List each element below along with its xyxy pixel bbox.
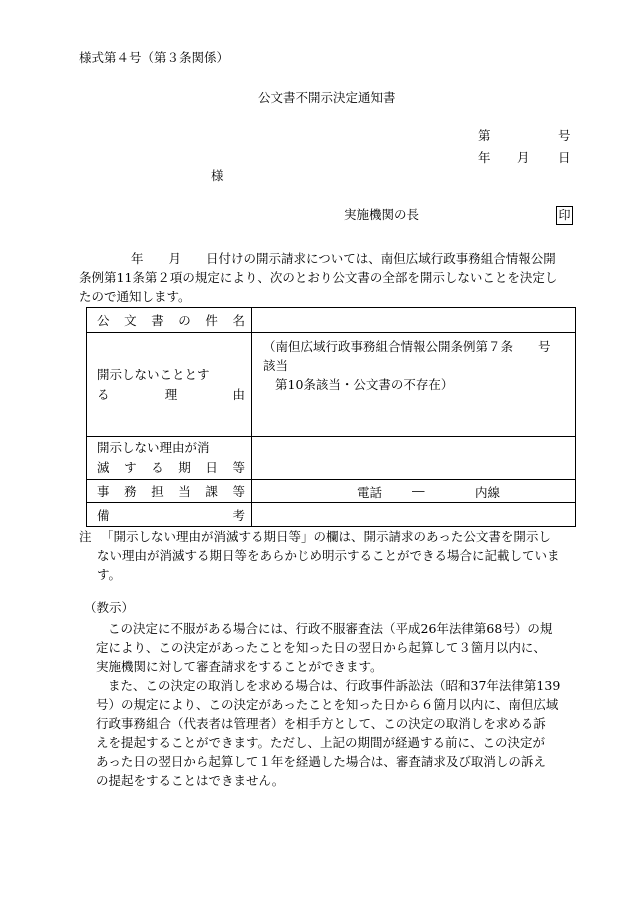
remarks-label	[87, 503, 252, 527]
expiry-label-line1: 開示しない理由が消	[97, 440, 210, 455]
subject-value	[252, 308, 576, 333]
intro-line: たので通知します。	[79, 289, 191, 304]
office-value	[252, 480, 576, 503]
phone-dash: ―	[412, 483, 425, 498]
note-line: 「開示しない理由が消滅する期日等」の欄は、開示請求のあった公文書を開示し	[101, 529, 551, 544]
office-label	[87, 480, 252, 503]
note-block	[79, 527, 589, 584]
addressee-suffix: 様	[211, 168, 224, 183]
instruction-line: 号）の規定により、この決定があったことを知った日から６箇月以内に、南但広域	[96, 697, 559, 712]
intro-line: 年 月 日付けの開示請求については、南但広域行政事務組合情報公開	[131, 251, 556, 266]
document-title: 公文書不開示決定通知書	[258, 90, 396, 105]
seal-mark: 印	[556, 206, 573, 225]
intro-line: 条例第11条第２項の規定により、次のとおり公文書の全部を開示しないことを決定し	[79, 270, 558, 285]
note-line: ない理由が消滅する期日等をあらかじめ明示することができる場合に記載していま	[97, 548, 560, 563]
note-row	[79, 546, 589, 565]
note-mark: 注	[79, 529, 92, 544]
doc-number-prefix: 第	[478, 128, 491, 143]
date-month: 月	[517, 150, 530, 165]
doc-number-suffix: 号	[558, 128, 571, 143]
instruction-line: また、この決定の取消しを求める場合は、行政事件訴訟法（昭和37年法律第139	[108, 678, 561, 693]
extension-label: 内線	[475, 485, 501, 500]
note-row	[79, 527, 589, 546]
instruction-line: 実施機関に対して審査請求をすることができます。	[96, 659, 383, 674]
subject-label	[87, 308, 252, 333]
expiry-value	[252, 437, 576, 480]
instruction-line: えを提起することができます。ただし、上記の期間が経過する前に、この決定が	[96, 735, 546, 750]
intro-paragraph	[79, 249, 585, 306]
table-row	[87, 503, 576, 527]
form-number: 様式第４号（第３条関係）	[79, 50, 230, 65]
table-row	[87, 437, 576, 480]
reason-label-line1: 開示しないこととす	[97, 366, 210, 382]
decision-table	[86, 307, 576, 527]
date-year: 年	[478, 150, 491, 165]
expiry-label	[87, 437, 252, 480]
reason-label-char: る	[97, 386, 110, 402]
reason-label-line2	[97, 385, 245, 405]
sender-title: 実施機関の長	[344, 207, 420, 222]
date-day: 日	[558, 150, 571, 165]
phone-line	[252, 483, 575, 499]
reason-line: （南但広域行政事務組合情報公開条例第７条 号	[263, 339, 551, 354]
reason-label-char: 理	[164, 386, 178, 402]
reason-value	[252, 333, 576, 437]
table-row	[87, 308, 576, 333]
reason-line: 第10条該当・公文書の不存在）	[275, 377, 454, 392]
remarks-value	[252, 503, 576, 527]
remarks-label-text: 備 考	[97, 507, 245, 523]
subject-label-text: 公 文 書 の 件 名	[97, 313, 245, 328]
phone-label: 電話	[357, 485, 383, 500]
reason-line: 該当	[263, 358, 289, 373]
instruction-heading: （教示）	[84, 600, 135, 615]
expiry-label-line2: 滅 す る 期 日 等	[97, 460, 245, 475]
instruction-line: この決定に不服がある場合には、行政不服審査法（平成26年法律第68号）の規	[108, 621, 553, 636]
instruction-line: 行政事務組合（代表者は管理者）を相手方として、この決定の取消しを求める訴	[96, 716, 546, 731]
instruction-line: 定により、この決定があったことを知った日の翌日から起算して３箇月以内に、	[96, 640, 546, 655]
instruction-line: あった日の翌日から起算して１年を経過した場合は、審査請求及び取消しの訴え	[96, 754, 546, 769]
instruction-body	[88, 619, 588, 790]
table-row	[87, 333, 576, 437]
note-line: す。	[97, 567, 122, 582]
reason-label-char: 由	[232, 386, 245, 402]
instruction-line: の提起をすることはできません。	[96, 773, 285, 788]
note-row	[79, 565, 589, 584]
reason-label	[87, 333, 252, 437]
office-label-text: 事 務 担 当 課 等	[97, 484, 245, 499]
table-row	[87, 480, 576, 503]
